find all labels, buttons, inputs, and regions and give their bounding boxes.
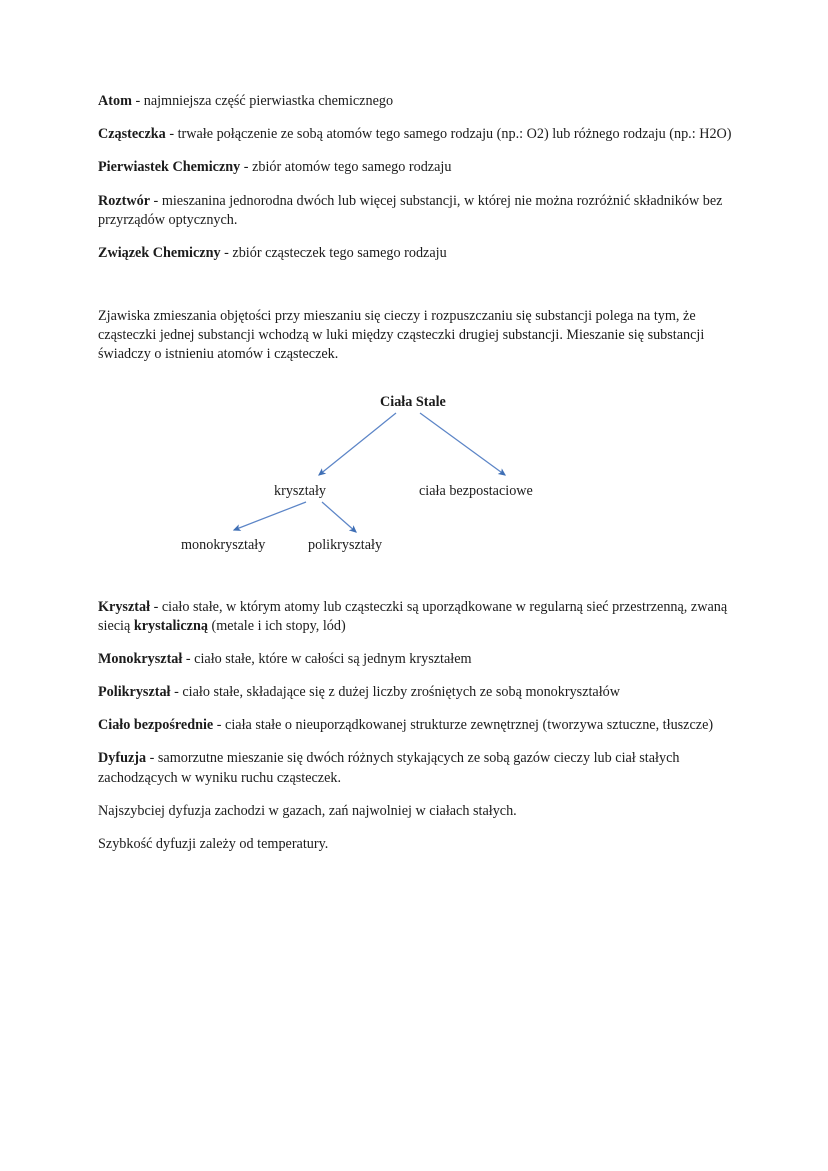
definition-separator: -	[150, 598, 162, 615]
definition-text: samorzutne mieszanie się dwóch różnych stykających ze sobą gazów cieczy lub ciał stałych zachodzących w wyniku ruchu cząsteczek.	[98, 750, 680, 786]
definition-term: Cząsteczka	[98, 126, 166, 143]
mixing-paragraph: Zjawiska zmieszania objętości przy mieszaniu się cieczy i rozpuszczaniu się substancji polega na tym, że cząsteczki jednej substancji wchodzą w luki między cząsteczki drugiej substancji. Mieszanie się substancji świadczy o istnieniu atomów i cząsteczek.	[98, 308, 705, 363]
definition-term: Ciało bezpośrednie	[98, 717, 214, 734]
definition-term: Polikryształ	[98, 684, 171, 701]
definition-separator: -	[131, 93, 144, 109]
definition-text: trwałe połączenie ze sobą atomów tego samego rodzaju (np.: O2) lub różnego rodzaju (np.: H2O)	[177, 126, 732, 143]
definition-roztwor	[98, 192, 736, 230]
definition-text: ciało stałe, w którym atomy lub cząsteczki są uporządkowane w regularną sieć przestrzenną, zwaną siecią	[98, 598, 728, 634]
closing-paragraph-temperature: Szybkość dyfuzji zależy od temperatury.	[98, 835, 329, 852]
diagram-node-ciala-bezpostaciowe: ciała bezpostaciowe	[419, 482, 533, 499]
definition-text-cont: (metale i ich stopy, lód)	[207, 617, 346, 634]
definition-krysztal	[98, 598, 736, 636]
diagram-node-monokrysztaly: monokryształy	[181, 536, 266, 553]
solids-classification-diagram	[98, 387, 736, 572]
definition-separator: -	[165, 126, 178, 143]
definition-term: Pierwiastek Chemiczny	[98, 159, 241, 176]
definition-dyfuzja	[98, 749, 736, 787]
definition-text: najmniejsza część pierwiastka chemicznego	[143, 93, 394, 109]
definition-separator: -	[213, 717, 226, 734]
definition-term: Atom	[98, 93, 132, 109]
section-spacer	[98, 277, 736, 307]
closing-paragraph-diffusion-speed: Najszybciej dyfuzja zachodzi w gazach, zań najwolniej w ciałach stałych.	[98, 802, 517, 819]
definition-text: mieszanina jednorodna dwóch lub więcej substancji, w której nie można rozróżnić składników bez przyrządów optycznych.	[98, 192, 723, 228]
edge-krysztaly-to-monokrysztaly	[234, 502, 306, 530]
diagram-node-polikrysztaly: polikryształy	[308, 536, 383, 553]
definition-separator: -	[220, 244, 233, 261]
definition-text: ciało stałe, które w całości są jednym kryształem	[194, 650, 472, 667]
definition-polikrysztal	[98, 683, 736, 702]
definition-term: Związek Chemiczny	[98, 244, 221, 261]
definition-separator: -	[240, 159, 253, 176]
definition-cialo-bezposrednie	[98, 716, 736, 735]
definition-term: Dyfuzja	[98, 750, 147, 767]
definition-text: zbiór cząsteczek tego samego rodzaju	[232, 244, 447, 261]
definition-text: zbiór atomów tego samego rodzaju	[252, 159, 452, 176]
definition-separator: -	[150, 192, 162, 209]
definition-term: Roztwór	[98, 192, 150, 209]
edge-root-to-ciala-bezpostaciowe	[420, 413, 505, 475]
definition-atom	[98, 92, 736, 111]
definition-separator: -	[182, 650, 195, 667]
definition-monokrysztal	[98, 650, 736, 669]
definition-zwiazek-chemiczny	[98, 244, 736, 263]
definition-text: ciało stałe, składające się z dużej liczby zrośniętych ze sobą monokryształów	[182, 684, 621, 701]
definition-pierwiastek-chemiczny	[98, 158, 736, 177]
document-content	[98, 92, 736, 868]
diagram-node-root: Ciała Stale	[380, 393, 446, 410]
definition-text: ciała stałe o nieuporządkowanej strukturze zewnętrznej (tworzywa sztuczne, tłuszcze)	[225, 717, 714, 734]
definition-emphasis: krystaliczną	[133, 617, 208, 634]
edge-root-to-krysztaly	[319, 413, 396, 475]
definition-czasteczka	[98, 125, 736, 144]
definition-term: Kryształ	[98, 598, 151, 615]
definition-separator: -	[170, 684, 183, 701]
definition-term: Monokryształ	[98, 650, 183, 667]
diagram-node-krysztaly: kryształy	[274, 482, 327, 499]
edge-krysztaly-to-polikrysztaly	[322, 502, 356, 532]
definition-separator: -	[146, 750, 158, 767]
